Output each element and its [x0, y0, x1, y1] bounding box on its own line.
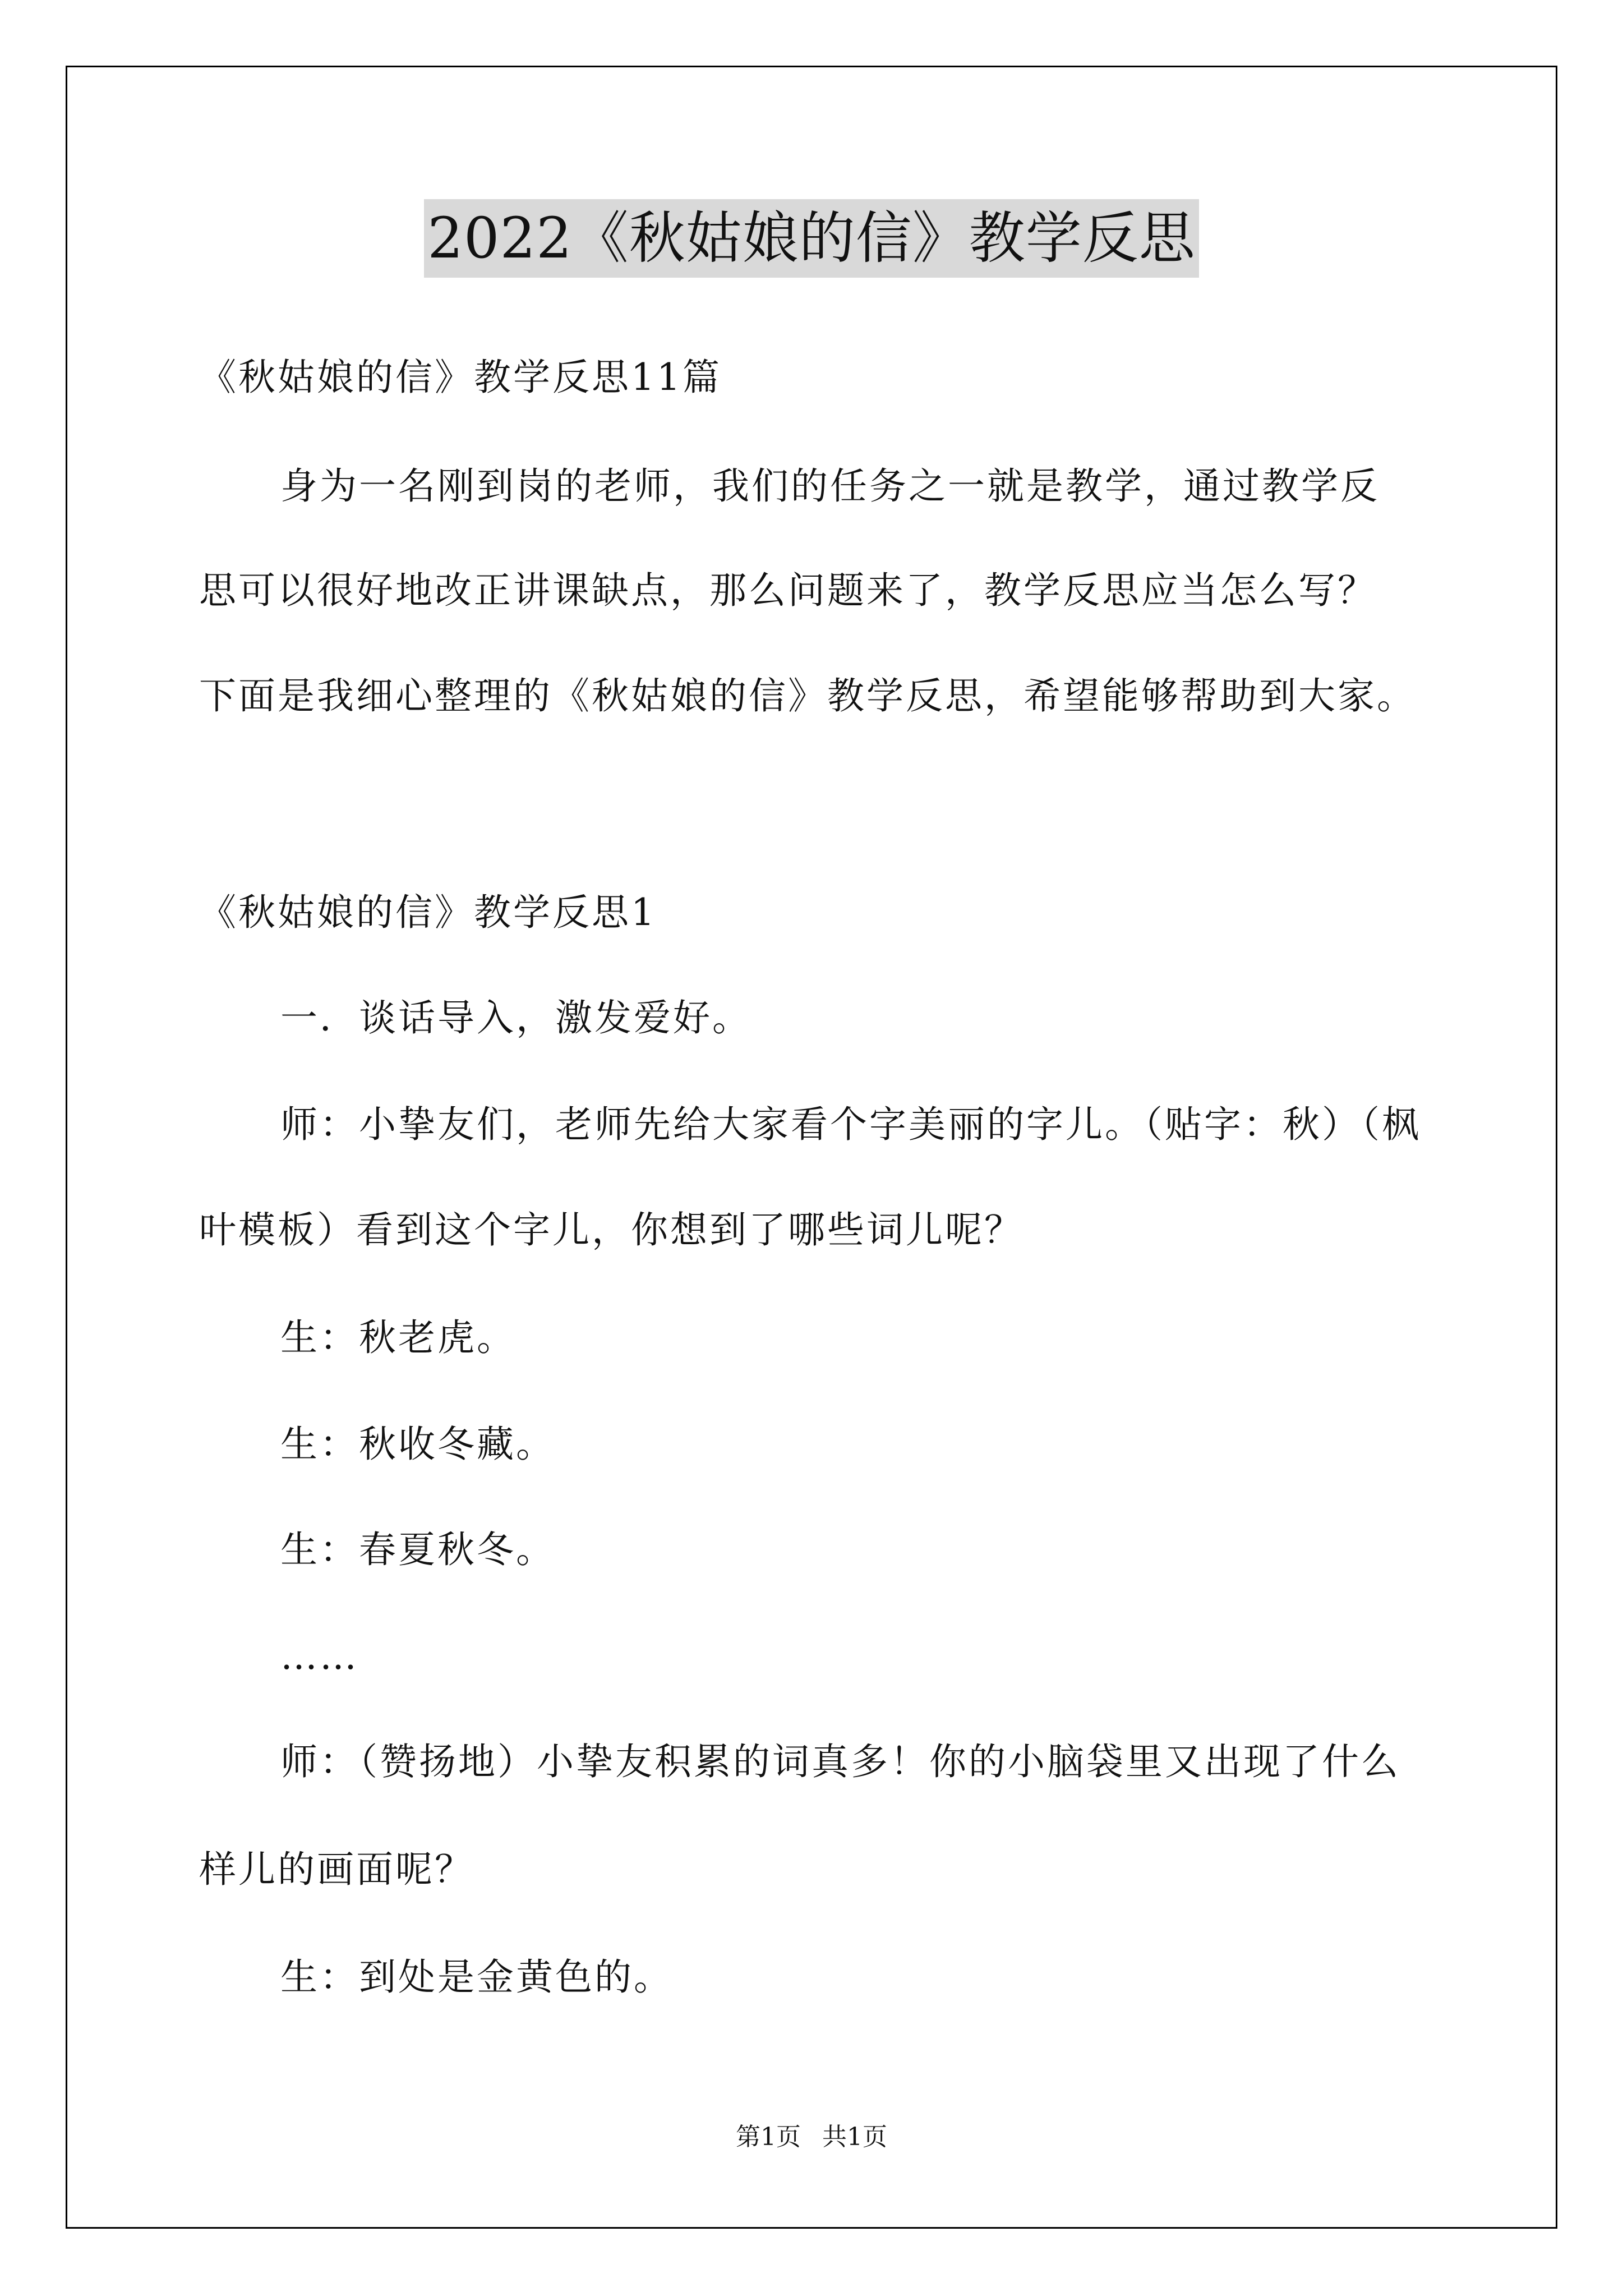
body-line: 样儿的画面呢？ [199, 1848, 474, 1891]
intro-line: 身为一名刚到岗的老师，我们的任务之一就是教学，通过教学反 [280, 464, 1380, 508]
body-line: 师：（赞扬地）小挚友积累的词真多！你的小脑袋里又出现了什么 [280, 1740, 1400, 1783]
body-line: 叶模板）看到这个字儿，你想到了哪些词儿呢？ [199, 1208, 1023, 1251]
title-container [0, 199, 1623, 278]
body-line: 生：秋收冬藏。 [280, 1423, 555, 1466]
document-subtitle: 《秋姑娘的信》教学反思11篇 [199, 356, 722, 399]
body-line: 师：小挚友们，老师先给大家看个字美丽的字儿。（贴字：秋）（枫 [280, 1103, 1421, 1146]
intro-line: 下面是我细心整理的《秋姑娘的信》教学反思，希望能够帮助到大家。 [199, 674, 1416, 717]
body-line: 生：到处是金黄色的。 [280, 1955, 673, 1999]
document-title: 2022《秋姑娘的信》教学反思 [424, 199, 1199, 278]
section-heading: 《秋姑娘的信》教学反思1 [199, 891, 657, 934]
body-line: …… [280, 1635, 359, 1678]
intro-line: 思可以很好地改正讲课缺点，那么问题来了，教学反思应当怎么写？ [199, 569, 1377, 612]
page-total: 共1页 [822, 2123, 887, 2151]
body-line: 生：秋老虎。 [280, 1316, 516, 1359]
body-line: 一．谈话导入，激发爱好。 [280, 996, 751, 1039]
page-footer [0, 2120, 1623, 2154]
page-number: 第1页 [736, 2123, 801, 2151]
body-line: 生：春夏秋冬。 [280, 1528, 555, 1571]
